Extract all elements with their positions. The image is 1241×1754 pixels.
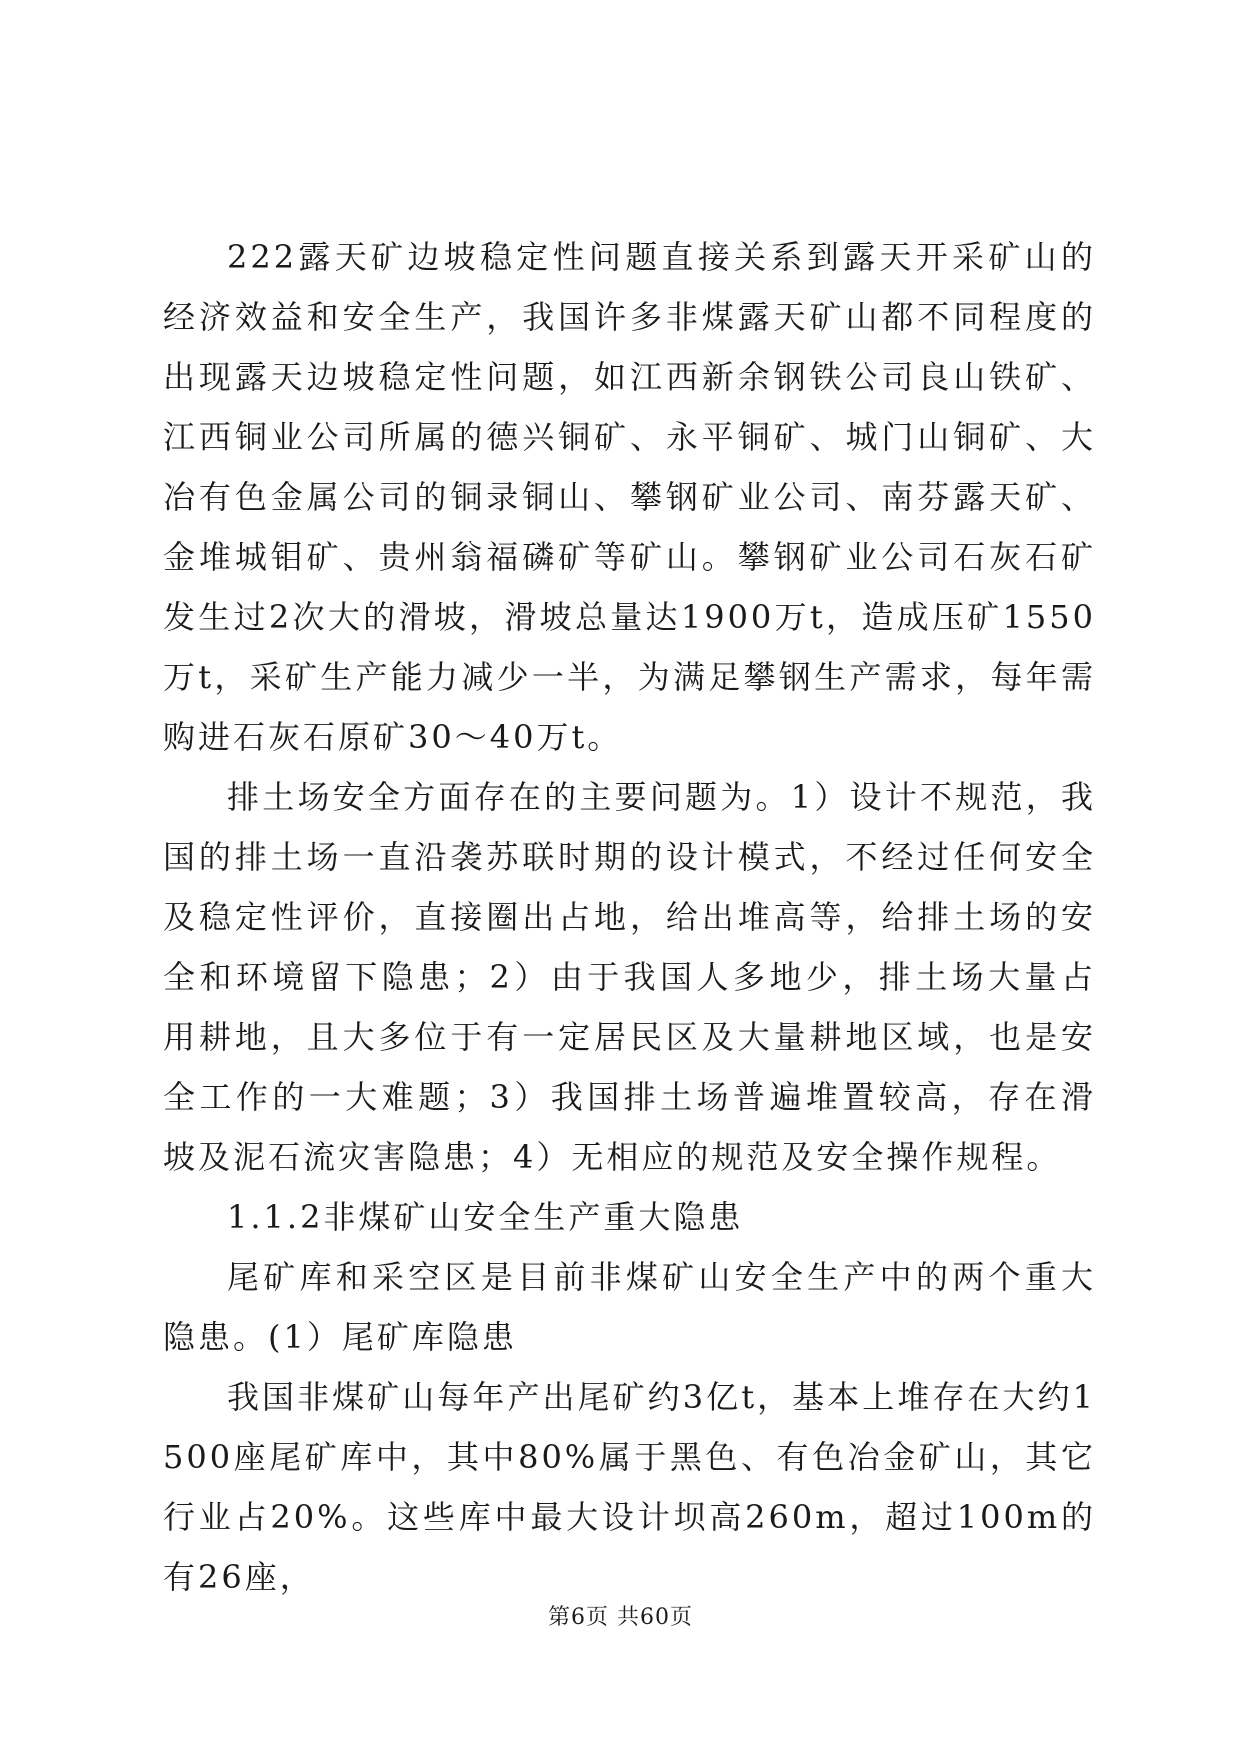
- document-body: [163, 227, 1096, 1607]
- page-number-footer: 第6页 共60页: [548, 1605, 693, 1630]
- paragraph-dump-site-issues: 排土场安全方面存在的主要问题为。1）设计不规范，我国的排土场一直沿袭苏联时期的设计模式，不经过任何安全及稳定性评价，直接圈出占地，给出堆高等，给排土场的安全和环境留下隐患；2）由于我国人多地少，排土场大量占用耕地，且大多位于有一定居民区及大量耕地区域，也是安全工作的一大难题；3）我国排土场普遍堆置较高，存在滑坡及泥石流灾害隐患；4）无相应的规范及安全操作规程。: [163, 778, 1096, 1176]
- paragraph-slope-stability: 222露天矿边坡稳定性问题直接关系到露天开采矿山的经济效益和安全生产，我国许多非煤露天矿山都不同程度的出现露天边坡稳定性问题，如江西新余钢铁公司良山铁矿、江西铜业公司所属的德兴铜矿、永平铜矿、城门山铜矿、大冶有色金属公司的铜录铜山、攀钢矿业公司、南芬露天矿、金堆城钼矿、贵州翁福磷矿等矿山。攀钢矿业公司石灰石矿发生过2次大的滑坡，滑坡总量达1900万t，造成压矿1550万t，采矿生产能力减少一半，为满足攀钢生产需求，每年需购进石灰石原矿30～40万t。: [163, 238, 1096, 756]
- section-heading: 1.1.2非煤矿山安全生产重大隐患: [227, 1198, 744, 1236]
- paragraph-major-hazards: 尾矿库和采空区是目前非煤矿山安全生产中的两个重大隐患。(1）尾矿库隐患: [163, 1258, 1096, 1356]
- paragraph-tailings: 我国非煤矿山每年产出尾矿约3亿t，基本上堆存在大约1500座尾矿库中，其中80%属于黑色、有色冶金矿山，其它行业占20%。这些库中最大设计坝高260m，超过100m的有26座，: [163, 1378, 1096, 1596]
